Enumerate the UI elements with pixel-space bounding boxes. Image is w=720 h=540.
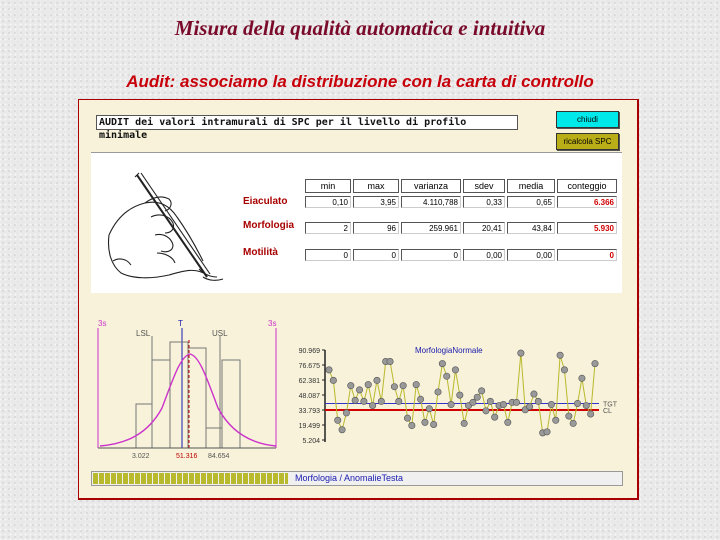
col-header-max: max (353, 179, 399, 193)
x-left-label: 3.022 (132, 453, 150, 460)
audit-window (78, 99, 639, 500)
x-mean-label: 51.316 (176, 453, 198, 460)
data-point (452, 367, 458, 373)
data-point (404, 415, 410, 421)
data-point (448, 401, 454, 407)
sigma-right-label: 3s (268, 319, 277, 328)
data-point (378, 398, 384, 404)
data-point (430, 421, 436, 427)
cell-morfologia-conteggio: 5.930 (557, 222, 617, 234)
data-point (365, 381, 371, 387)
cell-motilita-media: 0,00 (507, 249, 555, 261)
data-point (369, 402, 375, 408)
row-label-eiaculato: Eiaculato (243, 196, 288, 207)
data-point (387, 358, 393, 364)
data-point (561, 367, 567, 373)
data-point (553, 417, 559, 423)
y-tick-label: 76.675 (298, 363, 320, 370)
data-point (574, 400, 580, 406)
data-point (435, 389, 441, 395)
cell-morfologia-max: 96 (353, 222, 399, 234)
cell-motilita-varianza: 0 (401, 249, 461, 261)
data-point (500, 401, 506, 407)
data-point (470, 399, 476, 405)
data-point (526, 403, 532, 409)
histogram-bar (222, 360, 240, 448)
data-point (413, 381, 419, 387)
histogram-bar (136, 404, 152, 448)
col-header-min: min (305, 179, 351, 193)
data-point (535, 398, 541, 404)
data-point (505, 419, 511, 425)
data-point (352, 397, 358, 403)
histogram-bar (188, 348, 206, 448)
data-point (374, 377, 380, 383)
recalculate-spc-button[interactable]: ricalcola SPC (556, 133, 619, 150)
x-right-label: 84.654 (208, 453, 230, 460)
y-tick-label: 33.793 (298, 408, 320, 415)
data-point (579, 375, 585, 381)
slide-title: Misura della qualità automatica e intuitiva (174, 16, 546, 40)
reference-line-label: CL (603, 407, 612, 415)
row-label-motilita: Motilità (243, 247, 278, 258)
data-point (557, 352, 563, 358)
data-point (457, 392, 463, 398)
stats-panel (91, 152, 622, 293)
status-text: Morfologia / AnomalieTesta (295, 473, 404, 483)
control-chart-title: MorfologiaNormale (415, 346, 483, 355)
data-point (335, 417, 341, 423)
audit-heading-field: AUDIT dei valori intramurali di SPC per il livello di profilo minimale (96, 115, 518, 130)
slide-subtitle: Audit: associamo la distribuzione con la carta di controllo (126, 72, 594, 91)
cell-eiaculato-max: 3,95 (353, 196, 399, 208)
writing-hand-illustration (99, 165, 229, 287)
data-point (566, 413, 572, 419)
cell-morfologia-min: 2 (305, 222, 351, 234)
data-point (544, 429, 550, 435)
cell-eiaculato-varianza: 4.110,788 (401, 196, 461, 208)
status-bar (91, 471, 623, 486)
data-point (461, 420, 467, 426)
col-header-media: media (507, 179, 555, 193)
data-point (426, 406, 432, 412)
cell-motilita-max: 0 (353, 249, 399, 261)
target-label: T (178, 319, 183, 328)
row-label-morfologia: Morfologia (243, 220, 295, 231)
cell-morfologia-sdev: 20,41 (463, 222, 505, 234)
cell-eiaculato-media: 0,65 (507, 196, 555, 208)
progress-bar (93, 473, 288, 484)
histogram-bar (152, 360, 170, 448)
data-point (400, 382, 406, 388)
y-tick-label: 62.381 (298, 378, 320, 385)
lsl-label: LSL (136, 329, 151, 338)
data-point (548, 401, 554, 407)
control-chart (289, 342, 629, 450)
data-point (474, 394, 480, 400)
data-point (478, 388, 484, 394)
reference-line-label: TGT (603, 401, 617, 409)
cell-motilita-min: 0 (305, 249, 351, 261)
col-header-sdev: sdev (463, 179, 505, 193)
data-point (587, 411, 593, 417)
data-point (444, 373, 450, 379)
cell-morfologia-varianza: 259.961 (401, 222, 461, 234)
data-point (483, 408, 489, 414)
data-point (343, 410, 349, 416)
col-header-varianza: varianza (401, 179, 461, 193)
data-point (326, 367, 332, 373)
cell-motilita-conteggio: 0 (557, 249, 617, 261)
usl-label: USL (212, 329, 228, 338)
col-header-conteggio: conteggio (557, 179, 617, 193)
close-button[interactable]: chiudi (556, 111, 619, 128)
data-point (583, 402, 589, 408)
data-point (409, 422, 415, 428)
y-tick-label: 90.969 (298, 348, 320, 355)
data-point (439, 360, 445, 366)
data-point (513, 399, 519, 405)
y-tick-label: 19.499 (298, 423, 320, 430)
cell-motilita-sdev: 0,00 (463, 249, 505, 261)
data-point (361, 398, 367, 404)
data-point (396, 398, 402, 404)
cell-morfologia-media: 43,84 (507, 222, 555, 234)
y-tick-label: 5.204 (302, 438, 320, 445)
distribution-chart (96, 318, 286, 460)
y-tick-label: 48.087 (298, 393, 320, 400)
data-point (531, 391, 537, 397)
cell-eiaculato-sdev: 0,33 (463, 196, 505, 208)
data-point (487, 398, 493, 404)
data-point (570, 420, 576, 426)
data-point (391, 383, 397, 389)
data-point (339, 427, 345, 433)
data-point (592, 360, 598, 366)
data-point (348, 382, 354, 388)
sigma-left-label: 3s (98, 319, 107, 328)
data-point (417, 396, 423, 402)
data-point (356, 387, 362, 393)
cell-eiaculato-conteggio: 6.366 (557, 196, 617, 208)
cell-eiaculato-min: 0,10 (305, 196, 351, 208)
data-point (518, 350, 524, 356)
data-point (492, 414, 498, 420)
histogram-bar (170, 342, 188, 448)
data-point (330, 377, 336, 383)
data-point (422, 419, 428, 425)
